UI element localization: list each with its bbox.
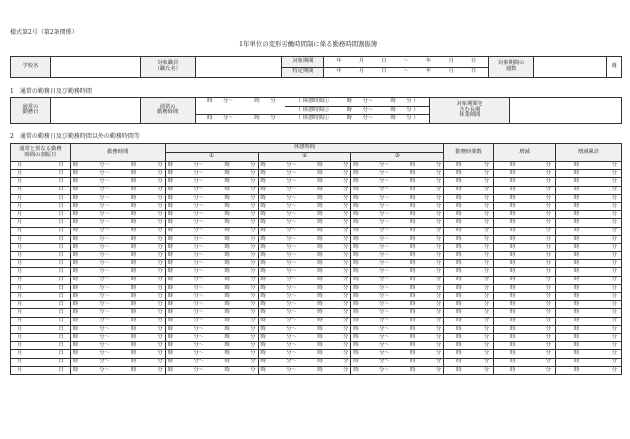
break3-cell[interactable]: 時 分～ 時 分 xyxy=(351,202,444,210)
break2-cell[interactable]: 時 分～ 時 分 xyxy=(258,243,351,251)
break1-cell[interactable]: 時 分～ 時 分 xyxy=(165,309,258,317)
date-cell[interactable]: 月 日 xyxy=(11,194,71,202)
total-cell[interactable]: 時 分 xyxy=(444,202,494,210)
specific-period-range[interactable]: 年 月 日 ～ 年 月 日 xyxy=(324,67,489,78)
date-cell[interactable]: 月 日 xyxy=(11,333,71,341)
weeks-unit: 週 xyxy=(606,57,621,78)
break2-cell[interactable]: 時 分～ 時 分 xyxy=(258,235,351,243)
date-cell[interactable]: 月 日 xyxy=(11,342,71,350)
diff-cell[interactable]: 時 分 xyxy=(494,235,556,243)
diff-cell[interactable]: 時 分 xyxy=(494,162,556,170)
hours-cell[interactable]: 時 分～ 時 分 xyxy=(70,366,165,374)
hours-cell[interactable]: 時 分～ 時 分 xyxy=(70,358,165,366)
break1-cell[interactable]: 時 分～ 時 分 xyxy=(165,325,258,333)
hours-cell[interactable]: 時 分～ 時 分 xyxy=(70,293,165,301)
date-cell[interactable]: 月 日 xyxy=(11,276,71,284)
break3-cell[interactable]: 時 分～ 時 分 xyxy=(351,317,444,325)
target-staff-field[interactable] xyxy=(195,57,282,78)
cum-cell[interactable]: 時 分 xyxy=(556,211,622,219)
break3-cell[interactable]: 時 分～ 時 分 xyxy=(351,162,444,170)
date-cell[interactable]: 月 日 xyxy=(11,366,71,374)
break1-cell[interactable]: 時 分～ 時 分 xyxy=(165,211,258,219)
table-row xyxy=(11,252,622,260)
break-end-2[interactable]: 時 分 ） xyxy=(380,106,430,115)
end-time-2[interactable]: 時 分 xyxy=(245,115,285,124)
date-cell[interactable]: 月 日 xyxy=(11,162,71,170)
table-row xyxy=(11,260,622,268)
total-cell[interactable]: 時 分 xyxy=(444,162,494,170)
break1-cell[interactable]: 時 分～ 時 分 xyxy=(165,284,258,292)
break1-cell[interactable]: 時 分～ 時 分 xyxy=(165,268,258,276)
table-row xyxy=(11,366,622,374)
date-cell[interactable]: 月 日 xyxy=(11,243,71,251)
break-1-header: ① xyxy=(165,153,258,162)
break2-cell[interactable]: 時 分～ 時 分 xyxy=(258,211,351,219)
diff-cell[interactable]: 時 分 xyxy=(494,243,556,251)
hours-cell[interactable]: 時 分～ 時 分 xyxy=(70,170,165,178)
break1-cell[interactable]: 時 分～ 時 分 xyxy=(165,276,258,284)
hours-cell[interactable]: 時 分～ 時 分 xyxy=(70,227,165,235)
break-start-2[interactable]: 時 分～ xyxy=(340,106,380,115)
break-end-1[interactable]: 時 分 ） xyxy=(380,98,430,107)
table-row xyxy=(11,186,622,194)
table-row xyxy=(11,358,622,366)
long-leave-label: 対象期間を 含む長期 休業期間 xyxy=(430,98,510,124)
table-row xyxy=(11,268,622,276)
table-row xyxy=(11,243,622,251)
diff-cell[interactable]: 時 分 xyxy=(494,202,556,210)
break2-cell[interactable]: 時 分～ 時 分 xyxy=(258,260,351,268)
break3-cell[interactable]: 時 分～ 時 分 xyxy=(351,342,444,350)
break3-cell[interactable]: 時 分～ 時 分 xyxy=(351,252,444,260)
section1-heading: 1 通常の勤務日及び勤務時間 xyxy=(10,88,92,95)
hours-cell[interactable]: 時 分～ 時 分 xyxy=(70,260,165,268)
date-cell[interactable]: 月 日 xyxy=(11,170,71,178)
break3-cell[interactable]: 時 分～ 時 分 xyxy=(351,170,444,178)
table-row xyxy=(11,170,622,178)
target-period-range[interactable]: 年 月 日 ～ 年 月 日 xyxy=(324,57,489,68)
break1-cell[interactable]: 時 分～ 時 分 xyxy=(165,350,258,358)
break1-cell[interactable]: 時 分～ 時 分 xyxy=(165,186,258,194)
break2-cell[interactable]: 時 分～ 時 分 xyxy=(258,317,351,325)
hours-cell[interactable]: 時 分～ 時 分 xyxy=(70,333,165,341)
total-cell[interactable]: 時 分 xyxy=(444,178,494,186)
total-cell[interactable]: 時 分 xyxy=(444,293,494,301)
diff-cell[interactable]: 時 分 xyxy=(494,309,556,317)
total-cell[interactable]: 時 分 xyxy=(444,194,494,202)
break1-cell[interactable]: 時 分～ 時 分 xyxy=(165,194,258,202)
break-label-2: （ 休憩時間② xyxy=(285,106,340,115)
cum-cell[interactable]: 時 分 xyxy=(556,301,622,309)
break3-cell[interactable]: 時 分～ 時 分 xyxy=(351,276,444,284)
date-cell[interactable]: 月 日 xyxy=(11,178,71,186)
normal-days-label: 通常の 勤務日 xyxy=(11,98,51,124)
break3-cell[interactable]: 時 分～ 時 分 xyxy=(351,186,444,194)
break3-cell[interactable]: 時 分～ 時 分 xyxy=(351,260,444,268)
hours-cell[interactable]: 時 分～ 時 分 xyxy=(70,268,165,276)
school-name-label: 学校名 xyxy=(11,57,51,78)
table-row xyxy=(11,301,622,309)
total-cell[interactable]: 時 分 xyxy=(444,235,494,243)
table-row xyxy=(11,194,622,202)
total-cell[interactable]: 時 分 xyxy=(444,325,494,333)
hours-cell[interactable]: 時 分～ 時 分 xyxy=(70,211,165,219)
break2-cell[interactable]: 時 分～ 時 分 xyxy=(258,227,351,235)
cum-cell[interactable]: 時 分 xyxy=(556,284,622,292)
diff-cell[interactable]: 時 分 xyxy=(494,227,556,235)
break-start-1[interactable]: 時 分～ xyxy=(340,98,380,107)
table-row xyxy=(11,284,622,292)
table-row xyxy=(11,202,622,210)
form-number: 様式第2号（第2条関係） xyxy=(10,29,78,36)
diff-cell[interactable]: 時 分 xyxy=(494,268,556,276)
hours-cell[interactable]: 時 分～ 時 分 xyxy=(70,235,165,243)
weeks-label: 対象期間の 週数 xyxy=(489,57,534,78)
table-row xyxy=(11,333,622,341)
break2-cell[interactable]: 時 分～ 時 分 xyxy=(258,293,351,301)
cum-cell[interactable]: 時 分 xyxy=(556,268,622,276)
header-table xyxy=(10,56,622,78)
break2-cell[interactable]: 時 分～ 時 分 xyxy=(258,186,351,194)
date-cell[interactable]: 月 日 xyxy=(11,350,71,358)
break-label-1: （ 休憩時間① xyxy=(285,98,340,107)
cum-cell[interactable]: 時 分 xyxy=(556,227,622,235)
diff-cell[interactable]: 時 分 xyxy=(494,350,556,358)
cum-cell[interactable]: 時 分 xyxy=(556,366,622,374)
break-label-3: （ 休憩時間① xyxy=(285,115,340,124)
break3-cell[interactable]: 時 分～ 時 分 xyxy=(351,366,444,374)
hours-cell[interactable]: 時 分～ 時 分 xyxy=(70,325,165,333)
diff-cell[interactable]: 時 分 xyxy=(494,293,556,301)
break2-cell[interactable]: 時 分～ 時 分 xyxy=(258,252,351,260)
break2-cell[interactable]: 時 分～ 時 分 xyxy=(258,284,351,292)
date-cell[interactable]: 月 日 xyxy=(11,309,71,317)
cum-cell[interactable]: 時 分 xyxy=(556,325,622,333)
col-day-header: 通常と異なる勤務 時間の割振日 xyxy=(11,144,71,162)
cum-cell[interactable]: 時 分 xyxy=(556,309,622,317)
break1-cell[interactable]: 時 分～ 時 分 xyxy=(165,178,258,186)
diff-cell[interactable]: 時 分 xyxy=(494,358,556,366)
break3-cell[interactable]: 時 分～ 時 分 xyxy=(351,235,444,243)
cum-cell[interactable]: 時 分 xyxy=(556,186,622,194)
table-row xyxy=(11,276,622,284)
date-cell[interactable]: 月 日 xyxy=(11,260,71,268)
break1-cell[interactable]: 時 分～ 時 分 xyxy=(165,252,258,260)
break2-cell[interactable]: 時 分～ 時 分 xyxy=(258,276,351,284)
total-cell[interactable]: 時 分 xyxy=(444,284,494,292)
document-title: 1年単位の変形労働時間制に係る勤務時間割振簿 xyxy=(239,40,378,48)
date-cell[interactable]: 月 日 xyxy=(11,202,71,210)
hours-cell[interactable]: 時 分～ 時 分 xyxy=(70,309,165,317)
total-cell[interactable]: 時 分 xyxy=(444,170,494,178)
break-3-header: ③ xyxy=(351,153,444,162)
break3-cell[interactable]: 時 分～ 時 分 xyxy=(351,219,444,227)
cum-cell[interactable]: 時 分 xyxy=(556,293,622,301)
total-cell[interactable]: 時 分 xyxy=(444,317,494,325)
cum-cell[interactable]: 時 分 xyxy=(556,202,622,210)
total-cell[interactable]: 時 分 xyxy=(444,243,494,251)
hours-cell[interactable]: 時 分～ 時 分 xyxy=(70,202,165,210)
diff-cell[interactable]: 時 分 xyxy=(494,276,556,284)
break1-cell[interactable]: 時 分～ 時 分 xyxy=(165,342,258,350)
long-leave-field[interactable] xyxy=(510,98,622,124)
hours-cell[interactable]: 時 分～ 時 分 xyxy=(70,243,165,251)
date-cell[interactable]: 月 日 xyxy=(11,227,71,235)
break-2-header: ② xyxy=(258,153,351,162)
diff-cell[interactable]: 時 分 xyxy=(494,211,556,219)
hours-cell[interactable]: 時 分～ 時 分 xyxy=(70,317,165,325)
break-end-3[interactable]: 時 分 ） xyxy=(380,115,430,124)
start-time-1[interactable]: 時 分～ xyxy=(195,98,245,107)
total-cell[interactable]: 時 分 xyxy=(444,333,494,341)
table-row xyxy=(11,162,622,170)
start-time-blank xyxy=(195,106,245,115)
diff-cell[interactable]: 時 分 xyxy=(494,252,556,260)
cum-cell[interactable]: 時 分 xyxy=(556,342,622,350)
diff-cell[interactable]: 時 分 xyxy=(494,317,556,325)
date-cell[interactable]: 月 日 xyxy=(11,235,71,243)
col-diff-header: 増減 xyxy=(494,144,556,162)
diff-cell[interactable]: 時 分 xyxy=(494,325,556,333)
break2-cell[interactable]: 時 分～ 時 分 xyxy=(258,333,351,341)
break1-cell[interactable]: 時 分～ 時 分 xyxy=(165,293,258,301)
cum-cell[interactable]: 時 分 xyxy=(556,317,622,325)
cum-cell[interactable]: 時 分 xyxy=(556,350,622,358)
break2-cell[interactable]: 時 分～ 時 分 xyxy=(258,219,351,227)
diff-cell[interactable]: 時 分 xyxy=(494,301,556,309)
diff-cell[interactable]: 時 分 xyxy=(494,333,556,341)
diff-cell[interactable]: 時 分 xyxy=(494,260,556,268)
total-cell[interactable]: 時 分 xyxy=(444,219,494,227)
date-cell[interactable]: 月 日 xyxy=(11,219,71,227)
hours-cell[interactable]: 時 分～ 時 分 xyxy=(70,276,165,284)
break2-cell[interactable]: 時 分～ 時 分 xyxy=(258,301,351,309)
cum-cell[interactable]: 時 分 xyxy=(556,178,622,186)
total-cell[interactable]: 時 分 xyxy=(444,260,494,268)
date-cell[interactable]: 月 日 xyxy=(11,358,71,366)
cum-cell[interactable]: 時 分 xyxy=(556,260,622,268)
break1-cell[interactable]: 時 分～ 時 分 xyxy=(165,235,258,243)
break1-cell[interactable]: 時 分～ 時 分 xyxy=(165,301,258,309)
break1-cell[interactable]: 時 分～ 時 分 xyxy=(165,227,258,235)
diff-cell[interactable]: 時 分 xyxy=(494,219,556,227)
break1-cell[interactable]: 時 分～ 時 分 xyxy=(165,366,258,374)
break2-cell[interactable]: 時 分～ 時 分 xyxy=(258,358,351,366)
col-total-header: 勤務時間数 xyxy=(444,144,494,162)
diff-cell[interactable]: 時 分 xyxy=(494,284,556,292)
break3-cell[interactable]: 時 分～ 時 分 xyxy=(351,194,444,202)
break3-cell[interactable]: 時 分～ 時 分 xyxy=(351,227,444,235)
break1-cell[interactable]: 時 分～ 時 分 xyxy=(165,243,258,251)
date-cell[interactable]: 月 日 xyxy=(11,293,71,301)
date-cell[interactable]: 月 日 xyxy=(11,317,71,325)
break3-cell[interactable]: 時 分～ 時 分 xyxy=(351,333,444,341)
table-row xyxy=(11,325,622,333)
break3-cell[interactable]: 時 分～ 時 分 xyxy=(351,309,444,317)
break2-cell[interactable]: 時 分～ 時 分 xyxy=(258,268,351,276)
target-staff-label: 対象職員 （職氏名） xyxy=(140,57,195,78)
target-period-label: 対象期間 xyxy=(282,57,324,68)
hours-cell[interactable]: 時 分～ 時 分 xyxy=(70,284,165,292)
date-cell[interactable]: 月 日 xyxy=(11,301,71,309)
break3-cell[interactable]: 時 分～ 時 分 xyxy=(351,268,444,276)
break1-cell[interactable]: 時 分～ 時 分 xyxy=(165,317,258,325)
cum-cell[interactable]: 時 分 xyxy=(556,194,622,202)
break2-cell[interactable]: 時 分～ 時 分 xyxy=(258,170,351,178)
break1-cell[interactable]: 時 分～ 時 分 xyxy=(165,260,258,268)
section2-table xyxy=(10,143,622,375)
table-row xyxy=(11,293,622,301)
table-row xyxy=(11,211,622,219)
school-name-field[interactable] xyxy=(50,57,140,78)
normal-hours-label: 通常の 勤務時間 xyxy=(140,98,195,124)
table-row xyxy=(11,178,622,186)
date-cell[interactable]: 月 日 xyxy=(11,284,71,292)
hours-cell[interactable]: 時 分～ 時 分 xyxy=(70,342,165,350)
cum-cell[interactable]: 時 分 xyxy=(556,243,622,251)
diff-cell[interactable]: 時 分 xyxy=(494,178,556,186)
table-row xyxy=(11,317,622,325)
date-cell[interactable]: 月 日 xyxy=(11,268,71,276)
start-time-2[interactable]: 時 分～ xyxy=(195,115,245,124)
break1-cell[interactable]: 時 分～ 時 分 xyxy=(165,170,258,178)
total-cell[interactable]: 時 分 xyxy=(444,252,494,260)
table-row xyxy=(11,235,622,243)
total-cell[interactable]: 時 分 xyxy=(444,309,494,317)
table-row xyxy=(11,227,622,235)
total-cell[interactable]: 時 分 xyxy=(444,227,494,235)
hours-cell[interactable]: 時 分～ 時 分 xyxy=(70,219,165,227)
hours-cell[interactable]: 時 分～ 時 分 xyxy=(70,350,165,358)
total-cell[interactable]: 時 分 xyxy=(444,358,494,366)
cum-cell[interactable]: 時 分 xyxy=(556,162,622,170)
total-cell[interactable]: 時 分 xyxy=(444,186,494,194)
total-cell[interactable]: 時 分 xyxy=(444,350,494,358)
break3-cell[interactable]: 時 分～ 時 分 xyxy=(351,325,444,333)
break2-cell[interactable]: 時 分～ 時 分 xyxy=(258,309,351,317)
end-time-blank xyxy=(245,106,285,115)
break3-cell[interactable]: 時 分～ 時 分 xyxy=(351,211,444,219)
diff-cell[interactable]: 時 分 xyxy=(494,366,556,374)
total-cell[interactable]: 時 分 xyxy=(444,268,494,276)
break1-cell[interactable]: 時 分～ 時 分 xyxy=(165,219,258,227)
break1-cell[interactable]: 時 分～ 時 分 xyxy=(165,333,258,341)
break3-cell[interactable]: 時 分～ 時 分 xyxy=(351,358,444,366)
break1-cell[interactable]: 時 分～ 時 分 xyxy=(165,358,258,366)
break2-cell[interactable]: 時 分～ 時 分 xyxy=(258,325,351,333)
cum-cell[interactable]: 時 分 xyxy=(556,170,622,178)
cum-cell[interactable]: 時 分 xyxy=(556,358,622,366)
cum-cell[interactable]: 時 分 xyxy=(556,235,622,243)
date-cell[interactable]: 月 日 xyxy=(11,252,71,260)
section1-table xyxy=(10,97,622,124)
break1-cell[interactable]: 時 分～ 時 分 xyxy=(165,162,258,170)
break1-cell[interactable]: 時 分～ 時 分 xyxy=(165,202,258,210)
break3-cell[interactable]: 時 分～ 時 分 xyxy=(351,293,444,301)
date-cell[interactable]: 月 日 xyxy=(11,325,71,333)
date-cell[interactable]: 月 日 xyxy=(11,186,71,194)
table-row xyxy=(11,309,622,317)
col-break-header: 休憩時間 xyxy=(165,144,443,153)
diff-cell[interactable]: 時 分 xyxy=(494,186,556,194)
hours-cell[interactable]: 時 分～ 時 分 xyxy=(70,301,165,309)
cum-cell[interactable]: 時 分 xyxy=(556,252,622,260)
hours-cell[interactable]: 時 分～ 時 分 xyxy=(70,178,165,186)
hours-cell[interactable]: 時 分～ 時 分 xyxy=(70,162,165,170)
break3-cell[interactable]: 時 分～ 時 分 xyxy=(351,284,444,292)
diff-cell[interactable]: 時 分 xyxy=(494,170,556,178)
specific-period-label: 特定期間 xyxy=(282,67,324,78)
break2-cell[interactable]: 時 分～ 時 分 xyxy=(258,350,351,358)
break3-cell[interactable]: 時 分～ 時 分 xyxy=(351,350,444,358)
cum-cell[interactable]: 時 分 xyxy=(556,219,622,227)
normal-days-field[interactable] xyxy=(50,98,140,124)
break2-cell[interactable]: 時 分～ 時 分 xyxy=(258,194,351,202)
break3-cell[interactable]: 時 分～ 時 分 xyxy=(351,301,444,309)
table-row xyxy=(11,342,622,350)
total-cell[interactable]: 時 分 xyxy=(444,366,494,374)
weeks-field[interactable] xyxy=(534,57,607,78)
diff-cell[interactable]: 時 分 xyxy=(494,194,556,202)
break2-cell[interactable]: 時 分～ 時 分 xyxy=(258,202,351,210)
hours-cell[interactable]: 時 分～ 時 分 xyxy=(70,186,165,194)
break3-cell[interactable]: 時 分～ 時 分 xyxy=(351,243,444,251)
cum-cell[interactable]: 時 分 xyxy=(556,333,622,341)
table-row xyxy=(11,219,622,227)
break2-cell[interactable]: 時 分～ 時 分 xyxy=(258,162,351,170)
col-cum-header: 増減累計 xyxy=(556,144,622,162)
date-cell[interactable]: 月 日 xyxy=(11,211,71,219)
section2-heading: 2 通常の勤務日及び勤務時間以外の勤務時間等 xyxy=(10,133,140,140)
cum-cell[interactable]: 時 分 xyxy=(556,276,622,284)
col-hours-header: 勤務時間 xyxy=(70,144,165,162)
total-cell[interactable]: 時 分 xyxy=(444,276,494,284)
total-cell[interactable]: 時 分 xyxy=(444,211,494,219)
end-time-1[interactable]: 時 分 xyxy=(245,98,285,107)
hours-cell[interactable]: 時 分～ 時 分 xyxy=(70,194,165,202)
break2-cell[interactable]: 時 分～ 時 分 xyxy=(258,366,351,374)
break-start-3[interactable]: 時 分～ xyxy=(340,115,380,124)
break2-cell[interactable]: 時 分～ 時 分 xyxy=(258,178,351,186)
diff-cell[interactable]: 時 分 xyxy=(494,342,556,350)
total-cell[interactable]: 時 分 xyxy=(444,342,494,350)
break3-cell[interactable]: 時 分～ 時 分 xyxy=(351,178,444,186)
break2-cell[interactable]: 時 分～ 時 分 xyxy=(258,342,351,350)
hours-cell[interactable]: 時 分～ 時 分 xyxy=(70,252,165,260)
total-cell[interactable]: 時 分 xyxy=(444,301,494,309)
table-row xyxy=(11,350,622,358)
